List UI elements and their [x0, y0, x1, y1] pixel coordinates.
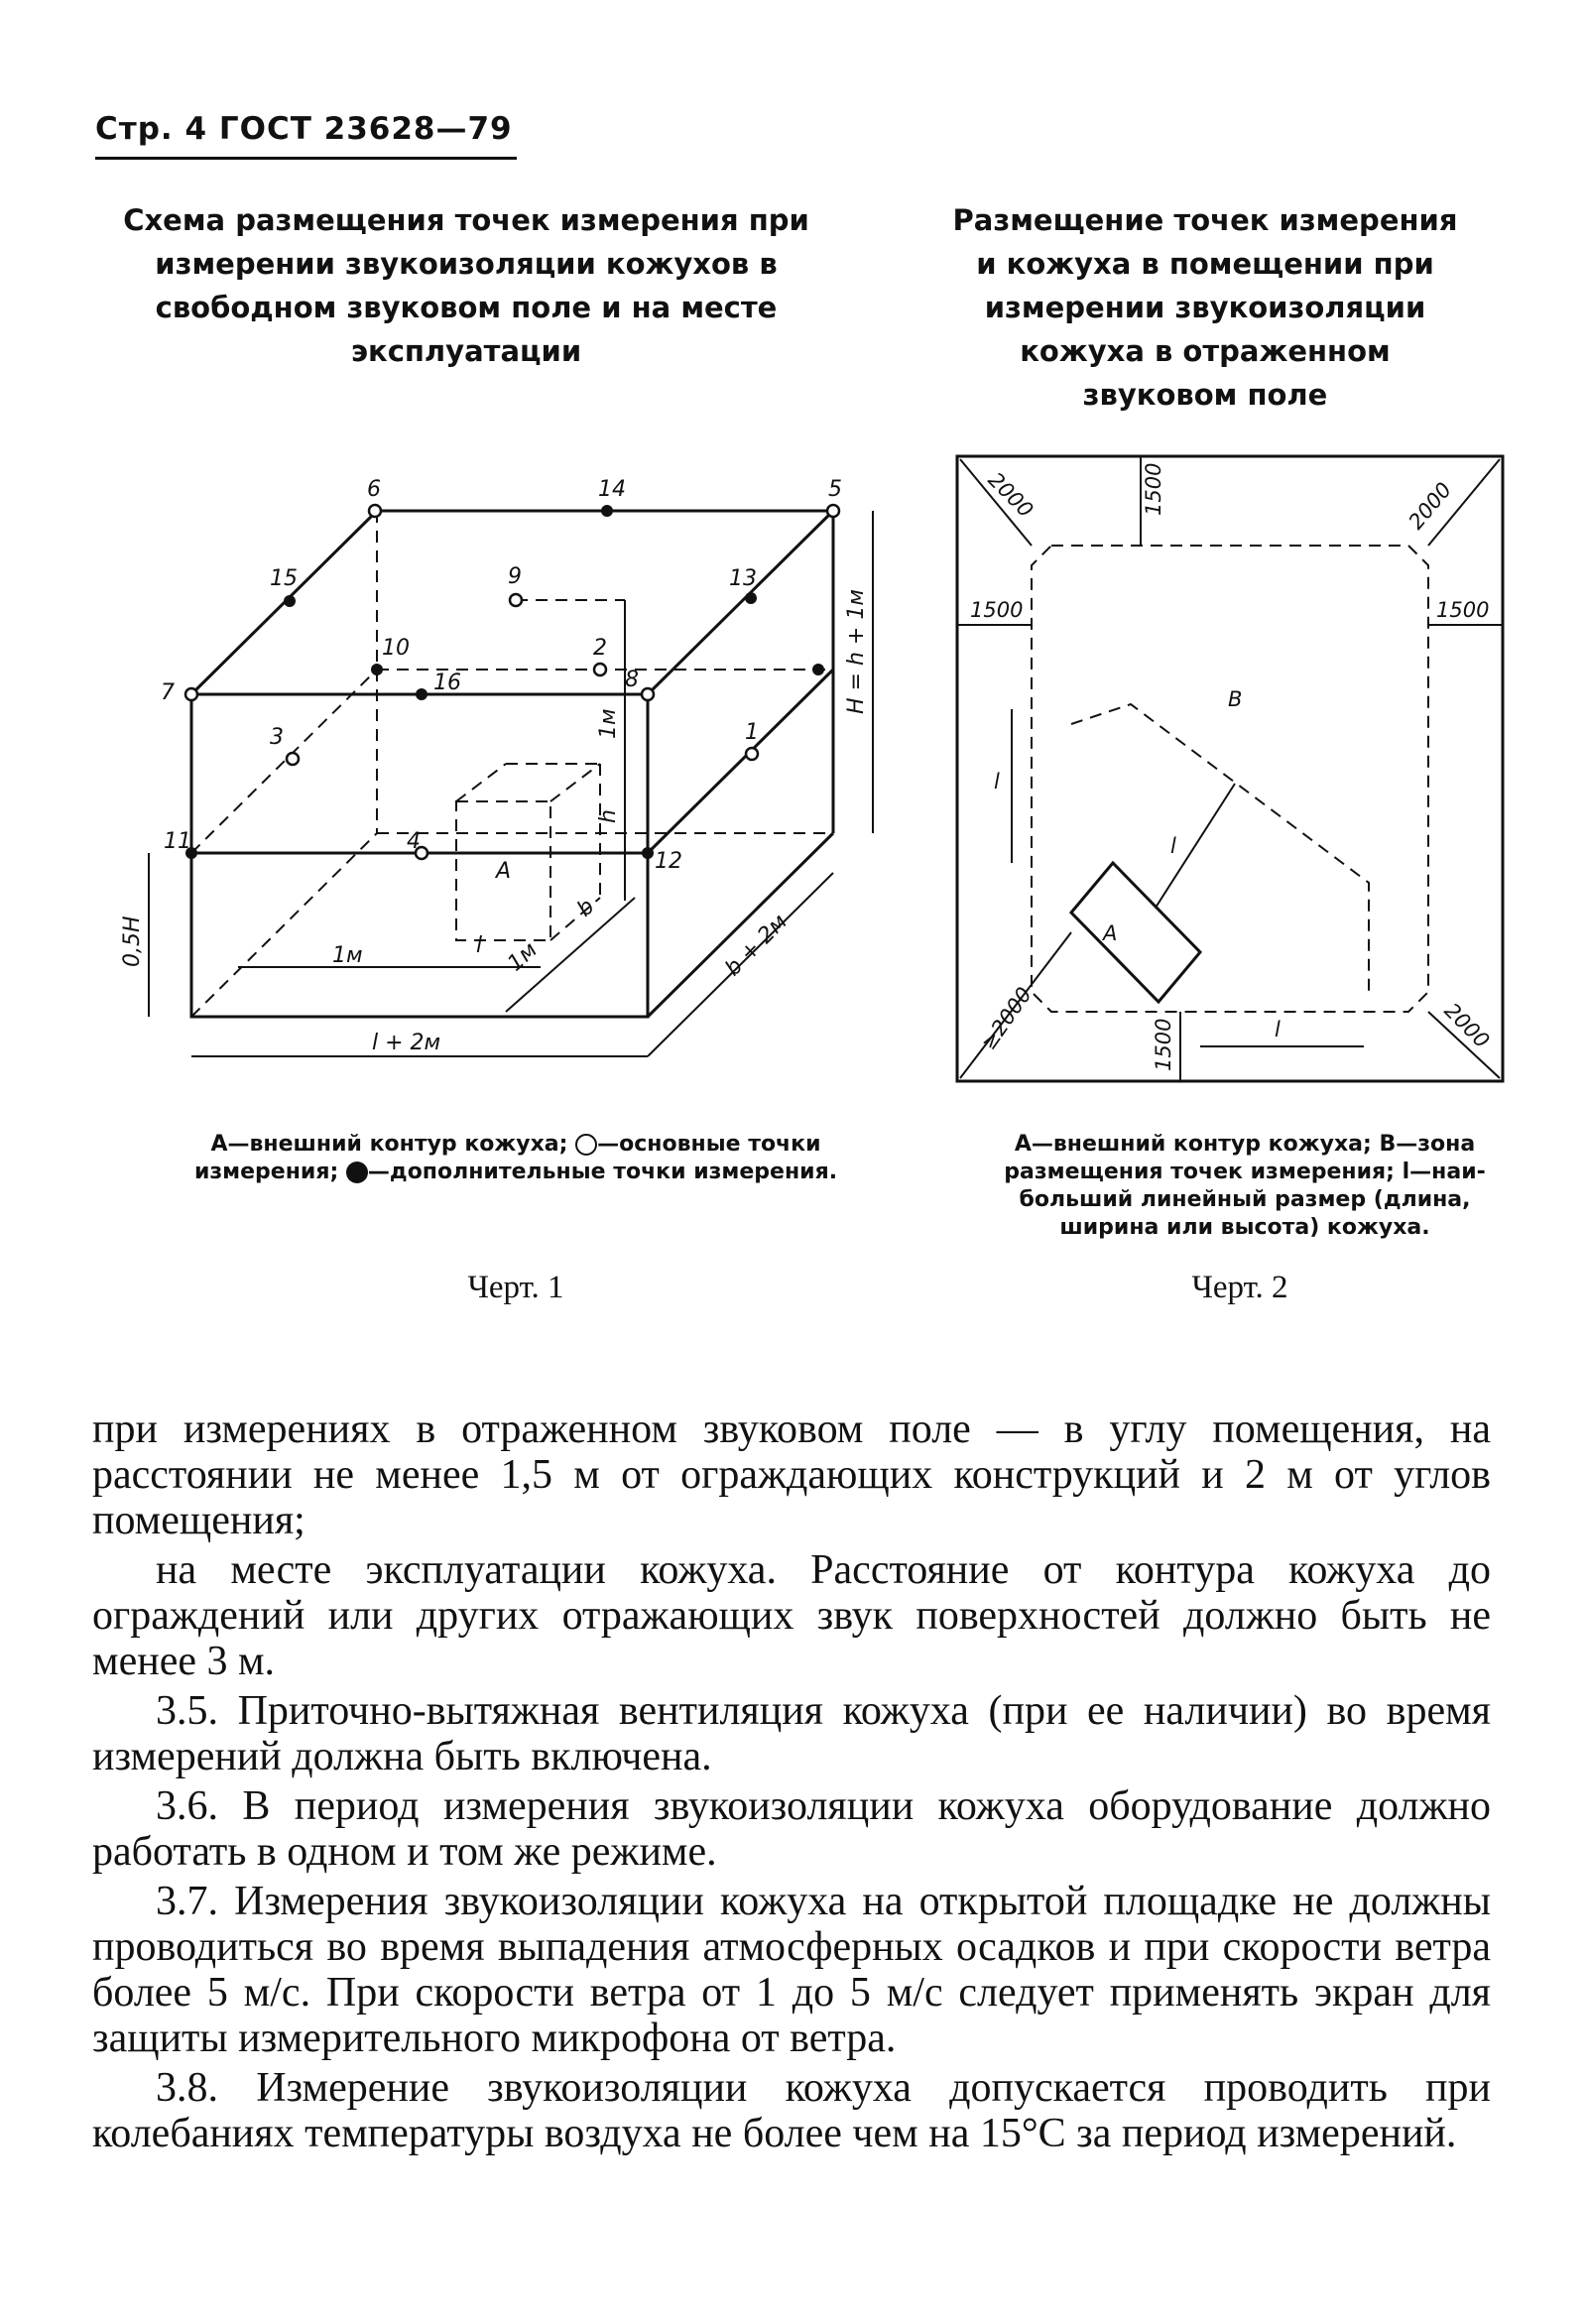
legend-1-part-b: —основные точки	[597, 1132, 821, 1157]
room-outline	[957, 456, 1503, 1081]
figure-2-legend	[967, 1131, 1523, 1242]
label-10: 10	[382, 636, 410, 661]
dim-label-h: h	[596, 809, 621, 823]
enclosure-A	[1071, 863, 1200, 1002]
figure-1-title-line: измерении звукоизоляции кожухов в	[155, 247, 778, 281]
figure-2-caption: Черт. 2	[1191, 1270, 1288, 1305]
label-6: 6	[367, 477, 381, 502]
figure-1-title-line: свободном звуковом поле и на месте	[155, 291, 778, 324]
body-text	[92, 1407, 1491, 2156]
label-15: 15	[270, 566, 298, 591]
label-11: 11	[164, 829, 191, 854]
figure-1-legend	[159, 1131, 873, 1186]
label-3: 3	[270, 725, 284, 750]
dim-ge2000-bl: ≥2000	[976, 982, 1037, 1054]
dim-label-b2m: b + 2м	[720, 910, 793, 982]
dim-1500-top: 1500	[1142, 462, 1165, 516]
paragraph: 3.8. Измерение звукоизоляции кожуха допускается проводить при колебаниях температуры воздуха не более чем на 15°С за период измерений.	[92, 2065, 1491, 2156]
dim-label-1m-h: 1м	[332, 943, 363, 968]
figure-2-title-line: измерении звукоизоляции	[984, 291, 1426, 324]
dim-l-diag: l	[1170, 834, 1176, 858]
paragraph: при измерениях в отраженном звуковом поле — в углу помещения, на расстоянии не менее 1,5 м от ограждающих конструкций и 2 м от углов помещения;	[92, 1407, 1491, 1543]
dim-label-l: l	[476, 933, 483, 958]
label-A: A	[1103, 921, 1118, 945]
figure-2-diagram	[0, 0, 1587, 1121]
dim-label-1m-diag: 1м	[503, 937, 543, 977]
dim-label-1m-v: 1м	[596, 708, 621, 739]
label-9: 9	[508, 564, 522, 589]
l-dim-diag	[1156, 784, 1235, 908]
dim-2000-tr: 2000	[1404, 477, 1457, 535]
figure-2-title-line: Размещение точек измерения	[952, 203, 1458, 237]
paragraph: на месте эксплуатации кожуха. Расстояние от контура кожуха до ограждений или других отражающих звук поверхностей должно быть не менее 3 м.	[92, 1547, 1491, 1684]
dim-label-l2m: l + 2м	[372, 1031, 441, 1055]
label-1: 1	[745, 720, 759, 745]
filled-point-icon	[346, 1162, 368, 1183]
paragraph: 3.6. В период измерения звукоизоляции кожуха оборудование должно работать в одном и том же режиме.	[92, 1783, 1491, 1875]
paragraph: 3.7. Измерения звукоизоляции кожуха на открытой площадке не должны проводиться во время выпадения атмосферных осадков и при скорости ветра более 5 м/с. При скорости ветра от 1 до 5 м/с следует применять экран для защиты измерительного микрофона от ветра.	[92, 1879, 1491, 2061]
open-point-icon	[575, 1134, 597, 1156]
figure-1-caption: Черт. 1	[467, 1270, 564, 1305]
label-14: 14	[598, 477, 626, 502]
label-7: 7	[161, 680, 175, 705]
dim-1500-bottom: 1500	[1152, 1018, 1175, 1071]
dim-1500-left: 1500	[970, 598, 1024, 622]
dim-l-h: l	[1275, 1018, 1281, 1041]
figure-1-title-line: эксплуатации	[350, 334, 582, 368]
dim-1500-right: 1500	[1436, 598, 1490, 622]
dim-2000-tl: 2000	[983, 467, 1038, 523]
figure-2-title-line: звуковом поле	[1082, 378, 1328, 412]
legend-1-part-d: —дополнительные точки измерения.	[367, 1160, 838, 1184]
label-4: 4	[407, 829, 421, 854]
label-12: 12	[655, 849, 682, 874]
dim-label-05H: 0,5H	[120, 916, 145, 967]
legend-2-line: ширина или высота) кожуха.	[1059, 1215, 1430, 1240]
legend-1-part-a: A—внешний контур кожуха;	[210, 1132, 568, 1157]
label-B: B	[1228, 687, 1243, 711]
dim-l-v: l	[994, 770, 1000, 794]
label-2: 2	[593, 636, 607, 661]
label-13: 13	[729, 566, 757, 591]
dim-label-b: b	[572, 894, 600, 922]
legend-1-part-c: измерения;	[193, 1160, 339, 1184]
legend-2-line: размещения точек измерения; l—наи-	[1004, 1160, 1486, 1184]
figure-2-title-line: и кожуха в помещении при	[976, 247, 1434, 281]
page-header-text: Стр. 4 ГОСТ 23628—79	[95, 111, 513, 147]
legend-2-line: больший линейный размер (длина,	[1019, 1187, 1471, 1212]
legend-2-line: A—внешний контур кожуха; B—зона	[1014, 1132, 1476, 1157]
enclosure-offset-line	[1071, 704, 1369, 992]
dim-label-H: H = h + 1м	[844, 589, 869, 714]
paragraph: 3.5. Приточно-вытяжная вентиляция кожуха (при ее наличии) во время измерений должна быть включена.	[92, 1688, 1491, 1779]
figure-2-title-line: кожуха в отраженном	[1020, 334, 1391, 368]
label-A: A	[496, 859, 512, 884]
dim-2000-br: 2000	[1439, 998, 1495, 1053]
label-5: 5	[828, 477, 842, 502]
label-8: 8	[625, 668, 639, 692]
label-16: 16	[433, 671, 461, 695]
figure-1-title-line: Схема размещения точек измерения при	[123, 203, 809, 237]
